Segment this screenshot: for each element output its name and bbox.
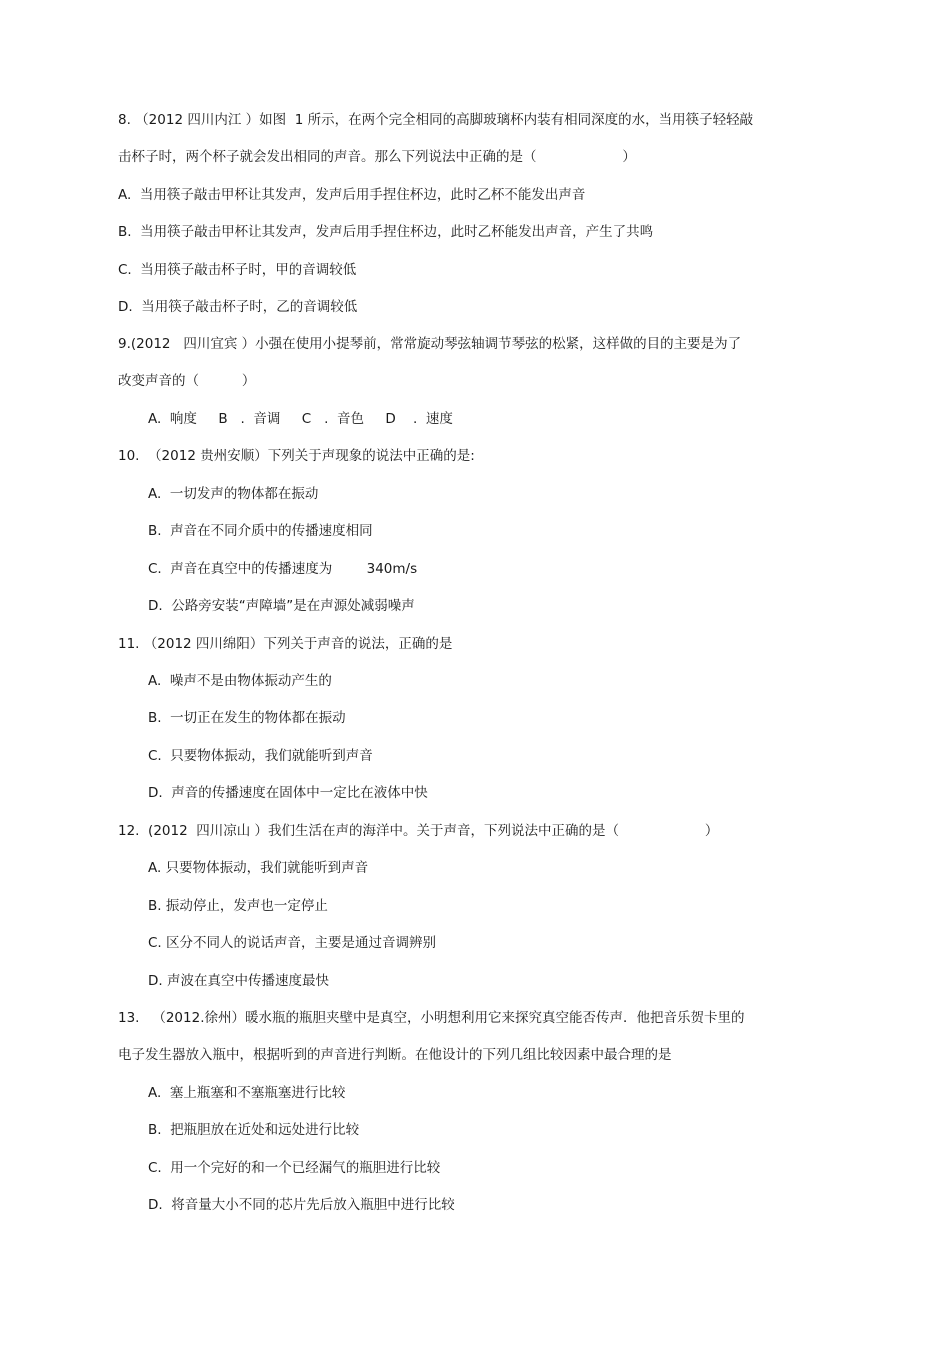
question-12-title: 12. (2012 四川凉山 ）我们生活在声的海洋中。关于声音，下列说法中正确的是（ ） bbox=[118, 823, 719, 839]
question-11-option-b: B. 一切正在发生的物体都在振动 bbox=[148, 710, 346, 726]
question-11-option-c: C. 只要物体振动，我们就能听到声音 bbox=[148, 748, 373, 764]
question-8-option-a: A. 当用筷子敲击甲杯让其发声，发声后用手捏住杯边，此时乙杯不能发出声音 bbox=[118, 187, 586, 203]
question-13-option-c: C. 用一个完好的和一个已经漏气的瓶胆进行比较 bbox=[148, 1160, 441, 1176]
question-10-option-a: A. 一切发声的物体都在振动 bbox=[148, 486, 319, 502]
question-9-options: A. 响度 B . 音调 C . 音色 D . 速度 bbox=[148, 411, 453, 427]
question-11-title: 11. （2012 四川绵阳）下列关于声音的说法，正确的是 bbox=[118, 636, 453, 652]
question-13-line-1: 13. （2012.徐州）暖水瓶的瓶胆夹壁中是真空，小明想利用它来探究真空能否传声．他把音乐贺卡里的 bbox=[118, 1010, 745, 1026]
question-12-option-b: B. 振动停止，发声也一定停止 bbox=[148, 898, 328, 914]
question-13-option-b: B. 把瓶胆放在近处和远处进行比较 bbox=[148, 1122, 360, 1138]
question-8-line-1: 8. （2012 四川内江 ）如图 1 所示，在两个完全相同的高脚玻璃杯内装有相同深度的水，当用筷子轻轻敲 bbox=[118, 112, 754, 128]
question-12-option-a: A. 只要物体振动，我们就能听到声音 bbox=[148, 860, 369, 876]
question-11-option-d: D. 声音的传播速度在固体中一定比在液体中快 bbox=[148, 785, 428, 801]
question-9-line-2: 改变声音的（ ） bbox=[118, 373, 256, 389]
question-10-option-b: B. 声音在不同介质中的传播速度相同 bbox=[148, 523, 373, 539]
question-11-option-a: A. 噪声不是由物体振动产生的 bbox=[148, 673, 332, 689]
question-12-option-d: D. 声波在真空中传播速度最快 bbox=[148, 973, 329, 989]
question-10-option-d: D. 公路旁安装“声障墙”是在声源处减弱噪声 bbox=[148, 598, 415, 614]
question-12-option-c: C. 区分不同人的说话声音，主要是通过音调辨别 bbox=[148, 935, 437, 951]
question-8-line-2: 击杯子时，两个杯子就会发出相同的声音。那么下列说法中正确的是（ ） bbox=[118, 149, 636, 165]
question-8-option-c: C. 当用筷子敲击杯子时，甲的音调较低 bbox=[118, 262, 357, 278]
question-8-option-b: B. 当用筷子敲击甲杯让其发声，发声后用手捏住杯边，此时乙杯能发出声音，产生了共鸣 bbox=[118, 224, 654, 240]
question-10-option-c: C. 声音在真空中的传播速度为 340m/s bbox=[148, 561, 418, 577]
question-13-option-d: D. 将音量大小不同的芯片先后放入瓶胆中进行比较 bbox=[148, 1197, 455, 1213]
question-13-option-a: A. 塞上瓶塞和不塞瓶塞进行比较 bbox=[148, 1085, 346, 1101]
question-13-line-2: 电子发生器放入瓶中，根据听到的声音进行判断。在他设计的下列几组比较因素中最合理的是 bbox=[118, 1047, 672, 1063]
question-8-option-d: D. 当用筷子敲击杯子时，乙的音调较低 bbox=[118, 299, 358, 315]
question-9-line-1: 9.(2012 四川宜宾 ）小强在使用小提琴前，常常旋动琴弦轴调节琴弦的松紧，这样做的目的主要是为了 bbox=[118, 336, 742, 352]
question-10-title: 10. （2012 贵州安顺）下列关于声现象的说法中正确的是: bbox=[118, 448, 475, 464]
